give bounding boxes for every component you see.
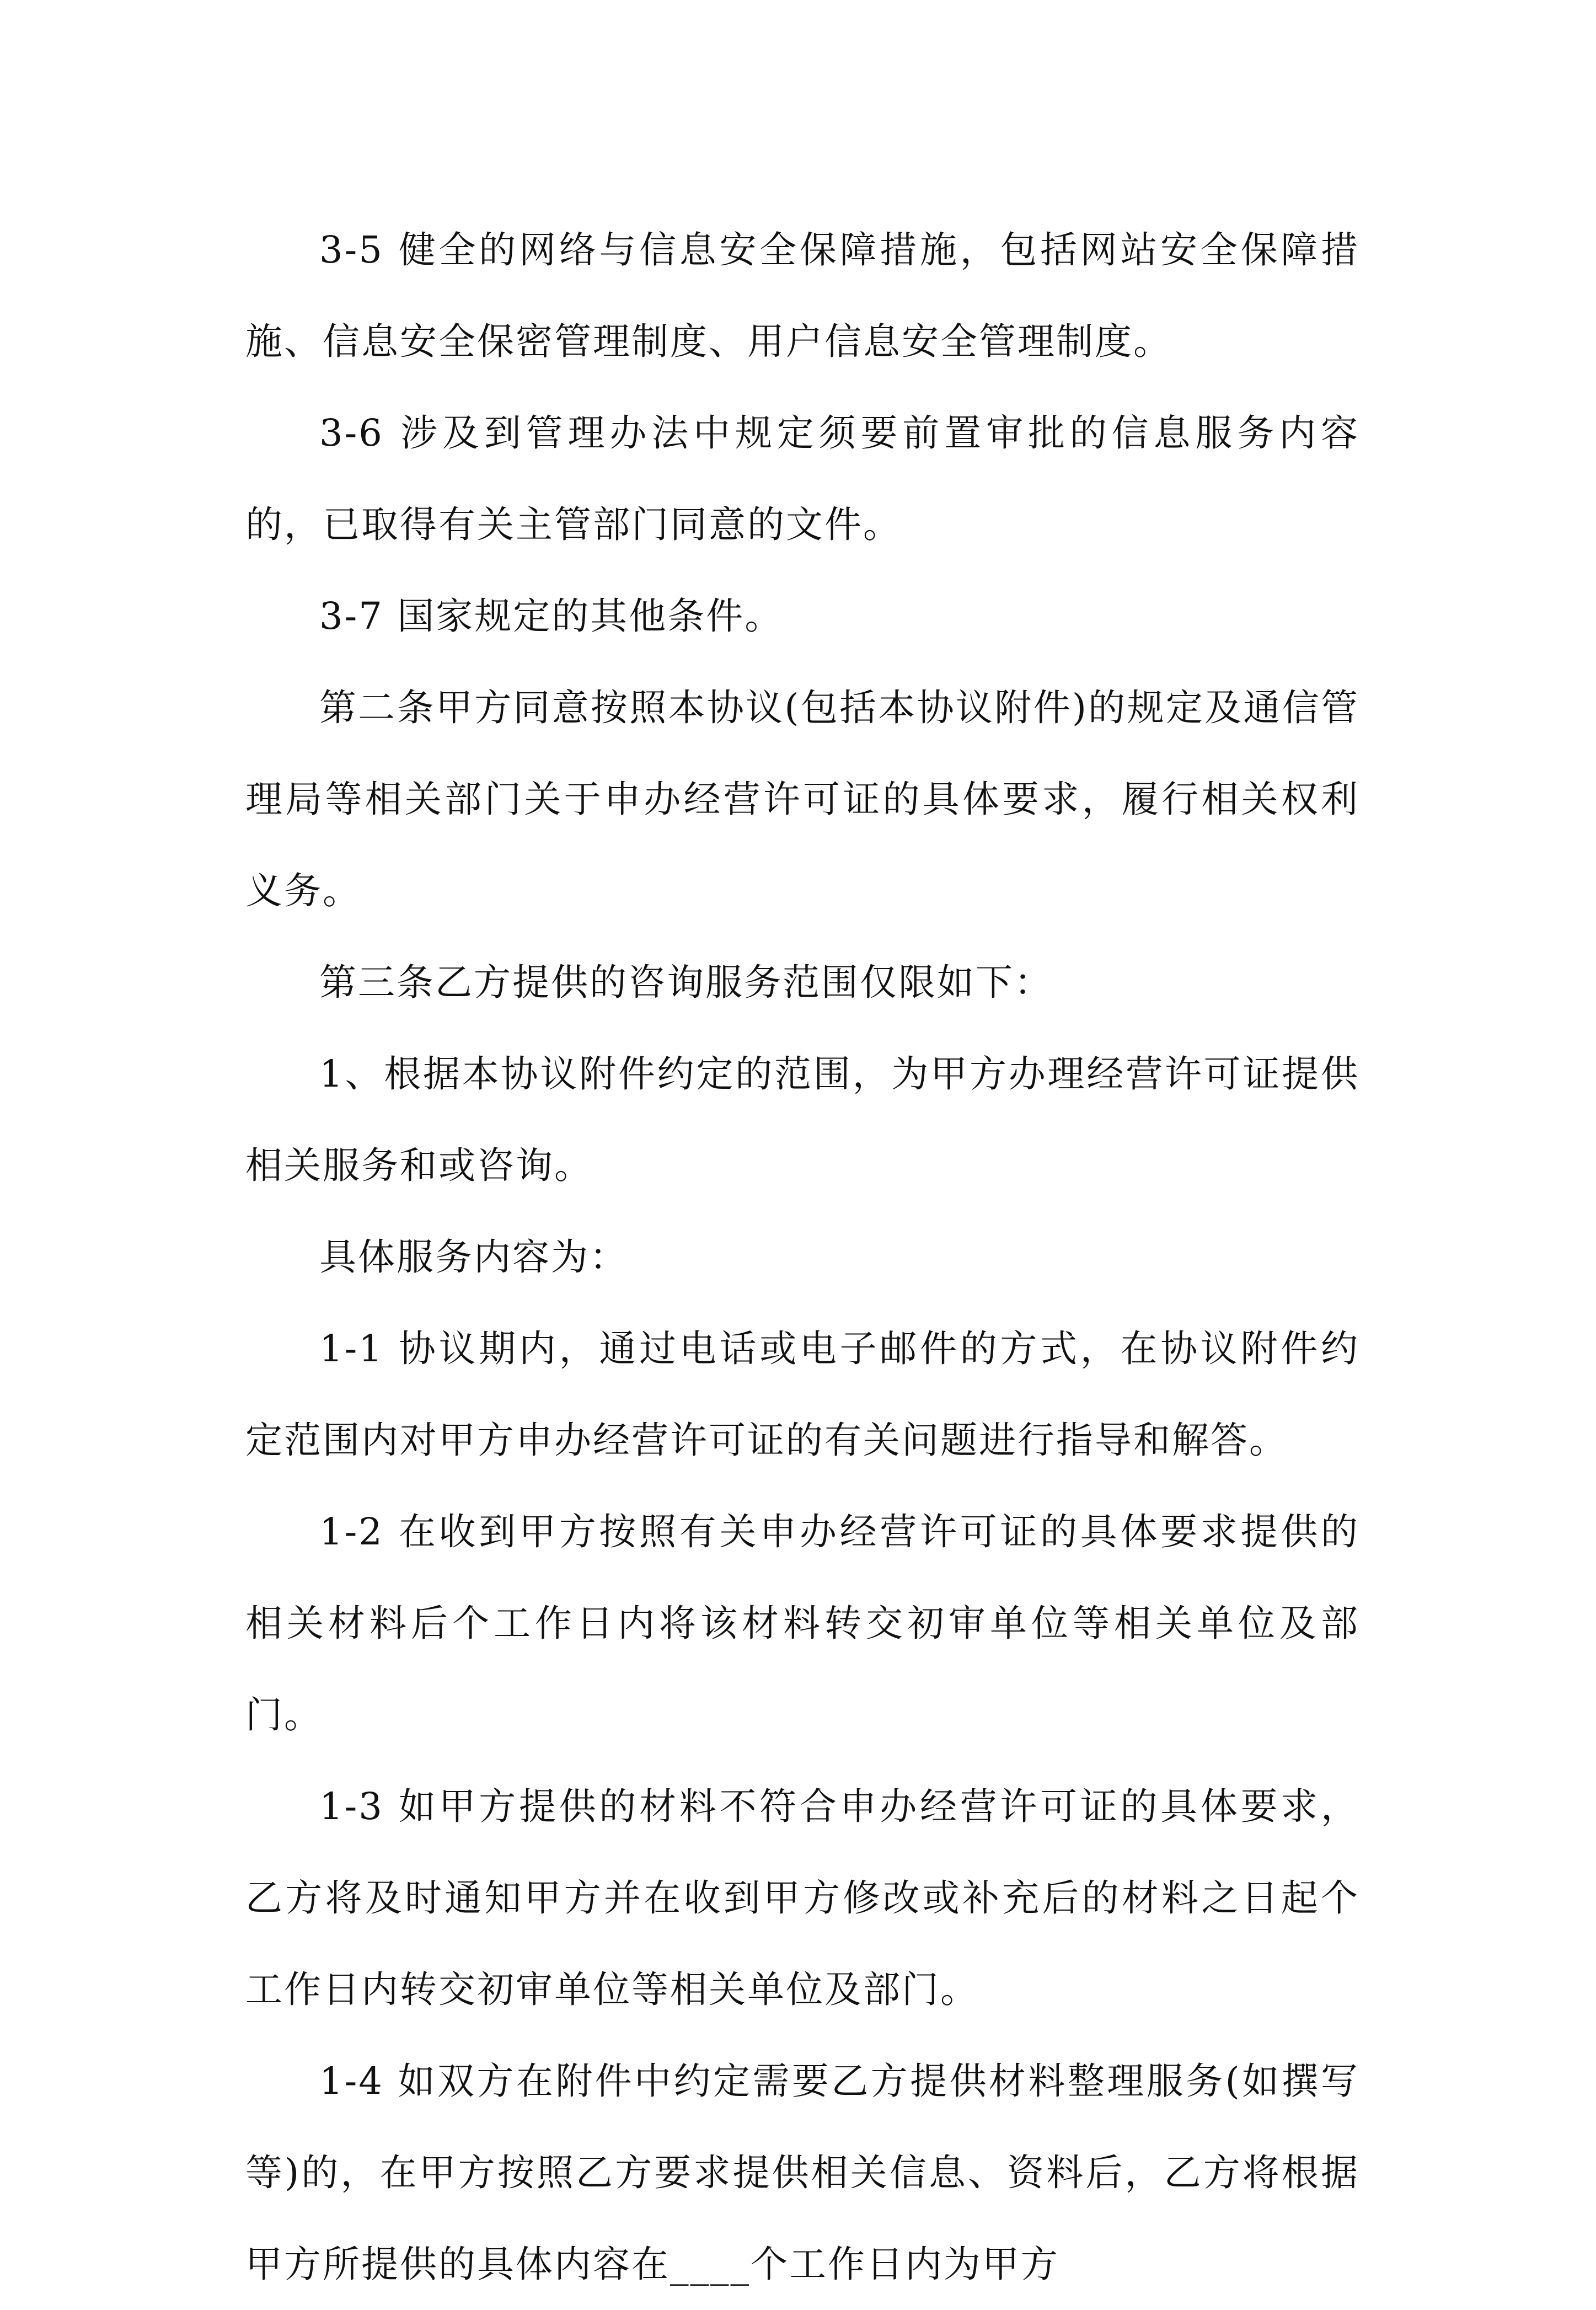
- paragraph-article-2: 第二条甲方同意按照本协议(包括本协议附件)的规定及通信管理局等相关部门关于申办经营许可证的具体要求，履行相关权利义务。: [245, 686, 1359, 912]
- paragraph-1-1: 1-1 协议期内，通过电话或电子邮件的方式，在协议附件约定范围内对甲方申办经营许可证的有关问题进行指导和解答。: [245, 1327, 1359, 1462]
- paragraph-3-7: 3-7 国家规定的其他条件。: [319, 595, 784, 638]
- document-body: [245, 204, 1359, 2310]
- paragraph-3-5: 3-5 健全的网络与信息安全保障措施，包括网站安全保障措施、信息安全保密管理制度、用户信息安全管理制度。: [245, 228, 1359, 363]
- paragraph-1-2: 1-2 在收到甲方按照有关申办经营许可证的具体要求提供的相关材料后个工作日内将该材料转交初审单位等相关单位及部门。: [245, 1510, 1359, 1736]
- paragraph-1-4: 1-4 如双方在附件中约定需要乙方提供材料整理服务(如撰写等)的，在甲方按照乙方要求提供相关信息、资料后，乙方将根据甲方所提供的具体内容在____个工作日内为甲方: [245, 2060, 1359, 2286]
- paragraph-article-3: 第三条乙方提供的咨询服务范围仅限如下：: [319, 961, 1053, 1004]
- paragraph-service-content: 具体服务内容为：: [319, 1236, 628, 1279]
- paragraph-1-3: 1-3 如甲方提供的材料不符合申办经营许可证的具体要求，乙方将及时通知甲方并在收到甲方修改或补充后的材料之日起个工作日内转交初审单位等相关单位及部门。: [245, 1785, 1359, 2011]
- paragraph-3-6: 3-6 涉及到管理办法中规定须要前置审批的信息服务内容的，已取得有关主管部门同意的文件。: [245, 411, 1359, 546]
- paragraph-item-1: 1、根据本协议附件约定的范围，为甲方办理经营许可证提供相关服务和或咨询。: [245, 1052, 1359, 1187]
